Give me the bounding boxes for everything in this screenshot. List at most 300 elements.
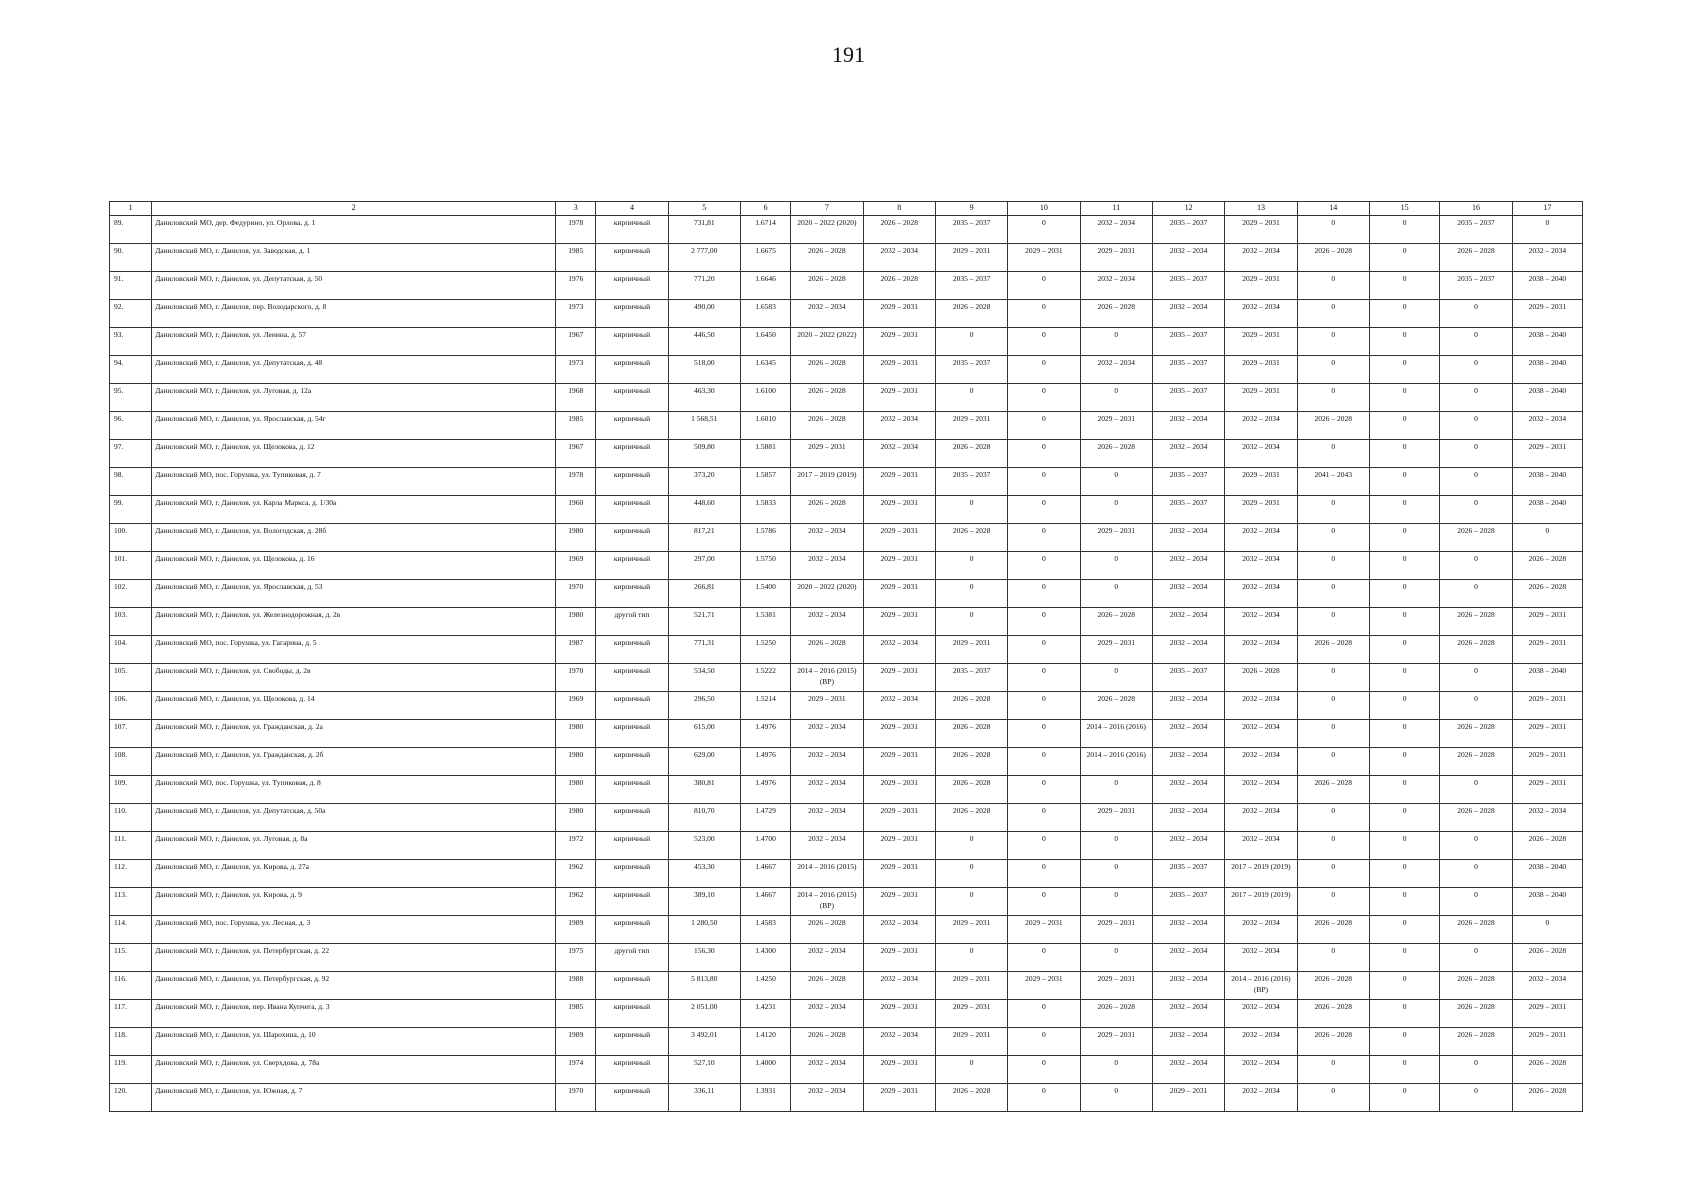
table-cell: 0 xyxy=(1008,860,1080,888)
table-cell: 118. xyxy=(110,1028,152,1056)
table-cell: 0 xyxy=(1080,1084,1152,1112)
table-cell: 2029 – 2031 xyxy=(1512,1028,1582,1056)
table-cell: 0 xyxy=(1369,552,1439,580)
table-cell: 0 xyxy=(1440,832,1512,860)
table-cell: Даниловский МО, г. Данилов, ул. Заводская, д. 1 xyxy=(152,244,556,272)
table-cell: 2026 – 2028 xyxy=(791,1028,863,1056)
table-cell: 0 xyxy=(1080,328,1152,356)
table-cell: 0 xyxy=(1297,748,1369,776)
table-cell: 0 xyxy=(1297,832,1369,860)
table-cell: 2032 – 2034 xyxy=(791,944,863,972)
table-cell: 116. xyxy=(110,972,152,1000)
table-cell: 1 568,51 xyxy=(668,412,740,440)
table-cell: 1.4300 xyxy=(740,944,790,972)
table-cell: Даниловский МО, г. Данилов, ул. Гражданская, д. 2а xyxy=(152,720,556,748)
table-cell: 0 xyxy=(935,944,1007,972)
table-cell: 2032 – 2034 xyxy=(1225,244,1297,272)
table-cell: 2032 – 2034 xyxy=(1152,300,1224,328)
table-row xyxy=(110,468,1583,496)
table-cell: 2038 – 2040 xyxy=(1512,384,1582,412)
table-cell: 1970 xyxy=(556,580,596,608)
table-cell: 1967 xyxy=(556,328,596,356)
table-cell: 2032 – 2034 xyxy=(1225,412,1297,440)
table-cell: Даниловский МО, дер. Федурино, ул. Орлова, д. 1 xyxy=(152,216,556,244)
table-cell: 2029 – 2031 xyxy=(863,720,935,748)
table-cell: 2029 – 2031 xyxy=(1225,496,1297,524)
table-cell: кирпичный xyxy=(596,972,668,1000)
table-cell: 2026 – 2028 xyxy=(1440,244,1512,272)
table-cell: 96. xyxy=(110,412,152,440)
table-cell: 2014 – 2016 (2015) (ВР) xyxy=(791,664,863,692)
table-row xyxy=(110,356,1583,384)
table-cell: 2032 – 2034 xyxy=(1152,552,1224,580)
table-cell: 2032 – 2034 xyxy=(791,1084,863,1112)
table-cell: 2032 – 2034 xyxy=(1225,580,1297,608)
table-cell: 0 xyxy=(1297,692,1369,720)
table-cell: 1.4667 xyxy=(740,888,790,916)
table-cell: 2026 – 2028 xyxy=(1512,1056,1582,1084)
table-cell: 2038 – 2040 xyxy=(1512,356,1582,384)
table-cell: 0 xyxy=(1440,356,1512,384)
table-cell: 2035 – 2037 xyxy=(1440,216,1512,244)
table-cell: 1969 xyxy=(556,552,596,580)
table-cell: 1.4729 xyxy=(740,804,790,832)
table-cell: 0 xyxy=(935,552,1007,580)
table-cell: Даниловский МО, пос. Горушка, ул. Тупиковая, д. 8 xyxy=(152,776,556,804)
table-cell: 1.6646 xyxy=(740,272,790,300)
table-cell: 2026 – 2028 xyxy=(1297,244,1369,272)
table-cell: 2026 – 2028 xyxy=(1512,580,1582,608)
table-cell: 93. xyxy=(110,328,152,356)
table-cell: кирпичный xyxy=(596,244,668,272)
table-cell: 2014 – 2016 (2015) (ВР) xyxy=(791,888,863,916)
table-cell: 2026 – 2028 xyxy=(1080,440,1152,468)
table-cell: 2029 – 2031 xyxy=(863,496,935,524)
table-cell: 1.5833 xyxy=(740,496,790,524)
table-cell: 2032 – 2034 xyxy=(1152,1000,1224,1028)
table-cell: 2029 – 2031 xyxy=(863,468,935,496)
table-cell: 0 xyxy=(1080,888,1152,916)
table-cell: 108. xyxy=(110,748,152,776)
table-cell: 0 xyxy=(935,1056,1007,1084)
table-body xyxy=(110,216,1583,1112)
table-cell: 0 xyxy=(1369,216,1439,244)
table-cell: кирпичный xyxy=(596,748,668,776)
table-row xyxy=(110,412,1583,440)
table-cell: 1.4000 xyxy=(740,1056,790,1084)
table-cell: 1.5786 xyxy=(740,524,790,552)
table-cell: 2035 – 2037 xyxy=(1152,272,1224,300)
table-cell: 2029 – 2031 xyxy=(863,1056,935,1084)
table-cell: 1.6714 xyxy=(740,216,790,244)
table-cell: кирпичный xyxy=(596,1084,668,1112)
table-cell: 2029 – 2031 xyxy=(1512,608,1582,636)
table-row xyxy=(110,384,1583,412)
table-cell: 2029 – 2031 xyxy=(1080,244,1152,272)
table-cell: 2032 – 2034 xyxy=(791,1056,863,1084)
table-cell: 2017 – 2019 (2019) xyxy=(1225,888,1297,916)
table-cell: кирпичный xyxy=(596,692,668,720)
table-cell: 113. xyxy=(110,888,152,916)
table-cell: 94. xyxy=(110,356,152,384)
table-cell: 2032 – 2034 xyxy=(1152,412,1224,440)
table-cell: 771,31 xyxy=(668,636,740,664)
table-cell: 2032 – 2034 xyxy=(1225,944,1297,972)
table-cell: 1980 xyxy=(556,776,596,804)
table-cell: 1978 xyxy=(556,468,596,496)
table-cell: 1.4976 xyxy=(740,720,790,748)
table-row xyxy=(110,328,1583,356)
table-cell: 2029 – 2031 xyxy=(863,804,935,832)
table-cell: Даниловский МО, пос. Горушка, ул. Лесная, д. 3 xyxy=(152,916,556,944)
table-cell: 0 xyxy=(1297,580,1369,608)
table-cell: 2026 – 2028 xyxy=(935,720,1007,748)
table-cell: кирпичный xyxy=(596,580,668,608)
table-cell: 0 xyxy=(1369,524,1439,552)
table-cell: 2029 – 2031 xyxy=(863,888,935,916)
table-cell: 490,00 xyxy=(668,300,740,328)
table-cell: 0 xyxy=(1369,664,1439,692)
table-cell: 2032 – 2034 xyxy=(1225,832,1297,860)
table-cell: 2029 – 2031 xyxy=(863,328,935,356)
table-row xyxy=(110,440,1583,468)
table-cell: 0 xyxy=(1080,860,1152,888)
table-cell: 2026 – 2028 xyxy=(1297,916,1369,944)
table-cell: 0 xyxy=(935,328,1007,356)
table-cell: Даниловский МО, пос. Горушка, ул. Тупиковая, д. 7 xyxy=(152,468,556,496)
table-cell: 2029 – 2031 xyxy=(1008,916,1080,944)
table-cell: кирпичный xyxy=(596,1028,668,1056)
table-cell: 2026 – 2028 xyxy=(863,272,935,300)
table-cell: 2026 – 2028 xyxy=(1440,524,1512,552)
table-cell: 2029 – 2031 xyxy=(1152,1084,1224,1112)
table-row xyxy=(110,720,1583,748)
table-cell: 89. xyxy=(110,216,152,244)
table-cell: 0 xyxy=(1008,832,1080,860)
table-cell: 1960 xyxy=(556,496,596,524)
table-cell: 2032 – 2034 xyxy=(791,804,863,832)
table-cell: 0 xyxy=(1369,496,1439,524)
table-cell: 2029 – 2031 xyxy=(935,244,1007,272)
table-cell: 2017 – 2019 (2019) xyxy=(791,468,863,496)
table-cell: 0 xyxy=(1080,580,1152,608)
table-cell: кирпичный xyxy=(596,664,668,692)
table-cell: 297,00 xyxy=(668,552,740,580)
table-cell: 0 xyxy=(1080,384,1152,412)
table-row xyxy=(110,888,1583,916)
table-cell: 2032 – 2034 xyxy=(1512,804,1582,832)
table-cell: 0 xyxy=(1512,216,1582,244)
table-cell: 0 xyxy=(1369,244,1439,272)
table-cell: 102. xyxy=(110,580,152,608)
table-cell: Даниловский МО, г. Данилов, ул. Депутатская, д. 50а xyxy=(152,804,556,832)
table-cell: 2035 – 2037 xyxy=(1152,216,1224,244)
table-cell: 2029 – 2031 xyxy=(1512,748,1582,776)
table-cell: кирпичный xyxy=(596,888,668,916)
table-cell: кирпичный xyxy=(596,636,668,664)
table-cell: 106. xyxy=(110,692,152,720)
table-cell: 0 xyxy=(1512,916,1582,944)
table-cell: 2029 – 2031 xyxy=(791,440,863,468)
table-cell: 107. xyxy=(110,720,152,748)
table-cell: 2026 – 2028 xyxy=(1512,1084,1582,1112)
table-cell: 0 xyxy=(1369,720,1439,748)
table-cell: 0 xyxy=(1369,944,1439,972)
table-cell: 0 xyxy=(1008,1056,1080,1084)
housing-table xyxy=(109,201,1583,1112)
table-cell: 1.5881 xyxy=(740,440,790,468)
table-row xyxy=(110,580,1583,608)
table-cell: 2032 – 2034 xyxy=(1080,216,1152,244)
column-header: 12 xyxy=(1152,202,1224,216)
table-cell: 0 xyxy=(1297,608,1369,636)
table-cell: кирпичный xyxy=(596,1000,668,1028)
table-cell: 2026 – 2028 xyxy=(791,916,863,944)
table-cell: 389,10 xyxy=(668,888,740,916)
table-cell: 2026 – 2028 xyxy=(935,804,1007,832)
table-cell: 2032 – 2034 xyxy=(1225,1000,1297,1028)
table-cell: 1.4250 xyxy=(740,972,790,1000)
table-cell: 2038 – 2040 xyxy=(1512,272,1582,300)
table-cell: 0 xyxy=(1369,440,1439,468)
table-cell: 0 xyxy=(1369,328,1439,356)
table-cell: 1.4976 xyxy=(740,748,790,776)
table-cell: Даниловский МО, г. Данилов, ул. Петербургская, д. 92 xyxy=(152,972,556,1000)
column-header: 1 xyxy=(110,202,152,216)
table-cell: 0 xyxy=(1369,1056,1439,1084)
table-cell: 2026 – 2028 xyxy=(1225,664,1297,692)
table-cell: 98. xyxy=(110,468,152,496)
table-cell: 2029 – 2031 xyxy=(1080,412,1152,440)
table-cell: 105. xyxy=(110,664,152,692)
table-cell: 0 xyxy=(1297,860,1369,888)
table-row xyxy=(110,496,1583,524)
table-cell: 771,20 xyxy=(668,272,740,300)
table-cell: 104. xyxy=(110,636,152,664)
table-cell: 2026 – 2028 xyxy=(1440,748,1512,776)
table-cell: 448,60 xyxy=(668,496,740,524)
table-cell: 2026 – 2028 xyxy=(1297,412,1369,440)
table-cell: 0 xyxy=(1440,776,1512,804)
table-cell: 2026 – 2028 xyxy=(1080,692,1152,720)
table-cell: 2026 – 2028 xyxy=(1440,916,1512,944)
table-cell: 1.4976 xyxy=(740,776,790,804)
table-cell: 2032 – 2034 xyxy=(1152,692,1224,720)
table-cell: Даниловский МО, г. Данилов, ул. Щелокова, д. 16 xyxy=(152,552,556,580)
table-cell: 90. xyxy=(110,244,152,272)
page-number: 191 xyxy=(832,42,865,67)
table-cell: 2017 – 2019 (2019) xyxy=(1225,860,1297,888)
table-cell: 0 xyxy=(1080,832,1152,860)
table-row xyxy=(110,552,1583,580)
table-cell: 2035 – 2037 xyxy=(1152,468,1224,496)
table-cell: 0 xyxy=(1080,496,1152,524)
table-row xyxy=(110,944,1583,972)
table-cell: 2029 – 2031 xyxy=(863,384,935,412)
table-cell: 0 xyxy=(1297,328,1369,356)
table-cell: 2029 – 2031 xyxy=(1225,328,1297,356)
table-cell: 2029 – 2031 xyxy=(1225,384,1297,412)
table-cell: 373,20 xyxy=(668,468,740,496)
table-cell: 2026 – 2028 xyxy=(1297,1028,1369,1056)
table-cell: 0 xyxy=(1297,944,1369,972)
table-cell: 0 xyxy=(1008,776,1080,804)
table-cell: 0 xyxy=(1369,580,1439,608)
table-cell: 2026 – 2028 xyxy=(1440,720,1512,748)
table-cell: 0 xyxy=(1440,412,1512,440)
table-cell: кирпичный xyxy=(596,804,668,832)
table-cell: Даниловский МО, г. Данилов, ул. Щелокова, д. 14 xyxy=(152,692,556,720)
table-cell: 380,81 xyxy=(668,776,740,804)
table-cell: 523,00 xyxy=(668,832,740,860)
table-cell: 0 xyxy=(935,832,1007,860)
table-cell: 1967 xyxy=(556,440,596,468)
table-cell: 1.6345 xyxy=(740,356,790,384)
table-row xyxy=(110,272,1583,300)
table-cell: 2032 – 2034 xyxy=(1152,720,1224,748)
table-cell: 521,71 xyxy=(668,608,740,636)
table-cell: 1.5750 xyxy=(740,552,790,580)
table-cell: 0 xyxy=(1369,972,1439,1000)
table-cell: 0 xyxy=(1080,776,1152,804)
table-cell: 2032 – 2034 xyxy=(1512,972,1582,1000)
table-cell: 0 xyxy=(935,860,1007,888)
table-cell: 2032 – 2034 xyxy=(1225,748,1297,776)
table-cell: 2032 – 2034 xyxy=(1512,412,1582,440)
table-cell: 0 xyxy=(1297,384,1369,412)
table-cell: кирпичный xyxy=(596,440,668,468)
table-cell: Даниловский МО, г. Данилов, ул. Ленина, д. 57 xyxy=(152,328,556,356)
table-cell: 2032 – 2034 xyxy=(1225,524,1297,552)
table-cell: 2029 – 2031 xyxy=(1008,972,1080,1000)
table-cell: другой тип xyxy=(596,608,668,636)
column-header: 14 xyxy=(1297,202,1369,216)
table-cell: 2029 – 2031 xyxy=(1080,524,1152,552)
table-cell: Даниловский МО, г. Данилов, ул. Щелокова, д. 12 xyxy=(152,440,556,468)
table-cell: 534,50 xyxy=(668,664,740,692)
table-cell: 0 xyxy=(1440,888,1512,916)
table-cell: 629,00 xyxy=(668,748,740,776)
table-cell: 2029 – 2031 xyxy=(935,1028,1007,1056)
table-cell: 2029 – 2031 xyxy=(863,832,935,860)
table-cell: 0 xyxy=(1008,720,1080,748)
table-cell: 0 xyxy=(1080,468,1152,496)
table-row xyxy=(110,1000,1583,1028)
table-cell: 2032 – 2034 xyxy=(1152,748,1224,776)
table-cell: 296,50 xyxy=(668,692,740,720)
table-cell: 2038 – 2040 xyxy=(1512,664,1582,692)
table-cell: 109. xyxy=(110,776,152,804)
table-row xyxy=(110,748,1583,776)
table-cell: 1970 xyxy=(556,664,596,692)
table-cell: 111. xyxy=(110,832,152,860)
column-header: 6 xyxy=(740,202,790,216)
table-cell: 99. xyxy=(110,496,152,524)
table-cell: 2032 – 2034 xyxy=(791,300,863,328)
table-cell: 0 xyxy=(1440,944,1512,972)
table-cell: 0 xyxy=(1297,1056,1369,1084)
table-cell: 0 xyxy=(1297,524,1369,552)
table-cell: 1969 xyxy=(556,692,596,720)
table-cell: 0 xyxy=(1297,216,1369,244)
table-row xyxy=(110,300,1583,328)
table-cell: 2029 – 2031 xyxy=(1080,1028,1152,1056)
table-cell: 0 xyxy=(1008,524,1080,552)
table-cell: 2032 – 2034 xyxy=(1152,916,1224,944)
table-cell: 2032 – 2034 xyxy=(1225,1028,1297,1056)
table-row xyxy=(110,916,1583,944)
table-cell: кирпичный xyxy=(596,384,668,412)
table-cell: 2026 – 2028 xyxy=(1297,636,1369,664)
table-cell: 2032 – 2034 xyxy=(863,916,935,944)
table-cell: 1987 xyxy=(556,636,596,664)
table-row xyxy=(110,1028,1583,1056)
table-cell: 518,00 xyxy=(668,356,740,384)
table-cell: 2029 – 2031 xyxy=(863,608,935,636)
table-cell: 810,70 xyxy=(668,804,740,832)
table-cell: 0 xyxy=(935,384,1007,412)
table-cell: 2035 – 2037 xyxy=(1440,272,1512,300)
table-cell: 1972 xyxy=(556,832,596,860)
table-cell: 2032 – 2034 xyxy=(863,692,935,720)
table-cell: Даниловский МО, г. Данилов, ул. Шарохина, д. 10 xyxy=(152,1028,556,1056)
table-cell: 1980 xyxy=(556,804,596,832)
table-cell: 2032 – 2034 xyxy=(1152,1028,1224,1056)
table-cell: 0 xyxy=(1008,888,1080,916)
table-cell: 2020 – 2022 (2020) xyxy=(791,216,863,244)
table-cell: 2029 – 2031 xyxy=(1225,272,1297,300)
table-cell: 1.4231 xyxy=(740,1000,790,1028)
table-cell: 2032 – 2034 xyxy=(863,440,935,468)
table-cell: 2029 – 2031 xyxy=(863,552,935,580)
table-cell: 2026 – 2028 xyxy=(1080,608,1152,636)
table-cell: 2029 – 2031 xyxy=(1225,356,1297,384)
table-cell: 0 xyxy=(935,888,1007,916)
table-cell: 2014 – 2016 (2015) xyxy=(791,860,863,888)
table-cell: 1.5381 xyxy=(740,608,790,636)
table-cell: 446,50 xyxy=(668,328,740,356)
column-header: 5 xyxy=(668,202,740,216)
table-cell: 2029 – 2031 xyxy=(1080,916,1152,944)
table-cell: кирпичный xyxy=(596,720,668,748)
table-cell: Даниловский МО, г. Данилов, ул. Вологодская, д. 28б xyxy=(152,524,556,552)
table-cell: 0 xyxy=(1369,272,1439,300)
table-cell: 0 xyxy=(1297,272,1369,300)
table-cell: 0 xyxy=(1369,804,1439,832)
column-header: 4 xyxy=(596,202,668,216)
table-cell: 1980 xyxy=(556,748,596,776)
table-cell: 0 xyxy=(1440,1084,1512,1112)
table-cell: 0 xyxy=(1008,608,1080,636)
table-cell: 1962 xyxy=(556,888,596,916)
table-cell: Даниловский МО, г. Данилов, ул. Карла Маркса, д. 1/30а xyxy=(152,496,556,524)
table-cell: 2035 – 2037 xyxy=(935,216,1007,244)
table-cell: 0 xyxy=(1008,272,1080,300)
table-cell: 0 xyxy=(1440,328,1512,356)
table-cell: 2032 – 2034 xyxy=(791,832,863,860)
table-cell: 2035 – 2037 xyxy=(935,468,1007,496)
column-header: 3 xyxy=(556,202,596,216)
table-cell: 114. xyxy=(110,916,152,944)
table-row xyxy=(110,776,1583,804)
table-cell: 2032 – 2034 xyxy=(863,412,935,440)
table-cell: 2 777,00 xyxy=(668,244,740,272)
table-cell: 2032 – 2034 xyxy=(1152,636,1224,664)
table-cell: 2032 – 2034 xyxy=(1152,776,1224,804)
table-cell: 2032 – 2034 xyxy=(1225,608,1297,636)
table-cell: 2032 – 2034 xyxy=(1225,1056,1297,1084)
table-cell: 156,30 xyxy=(668,944,740,972)
